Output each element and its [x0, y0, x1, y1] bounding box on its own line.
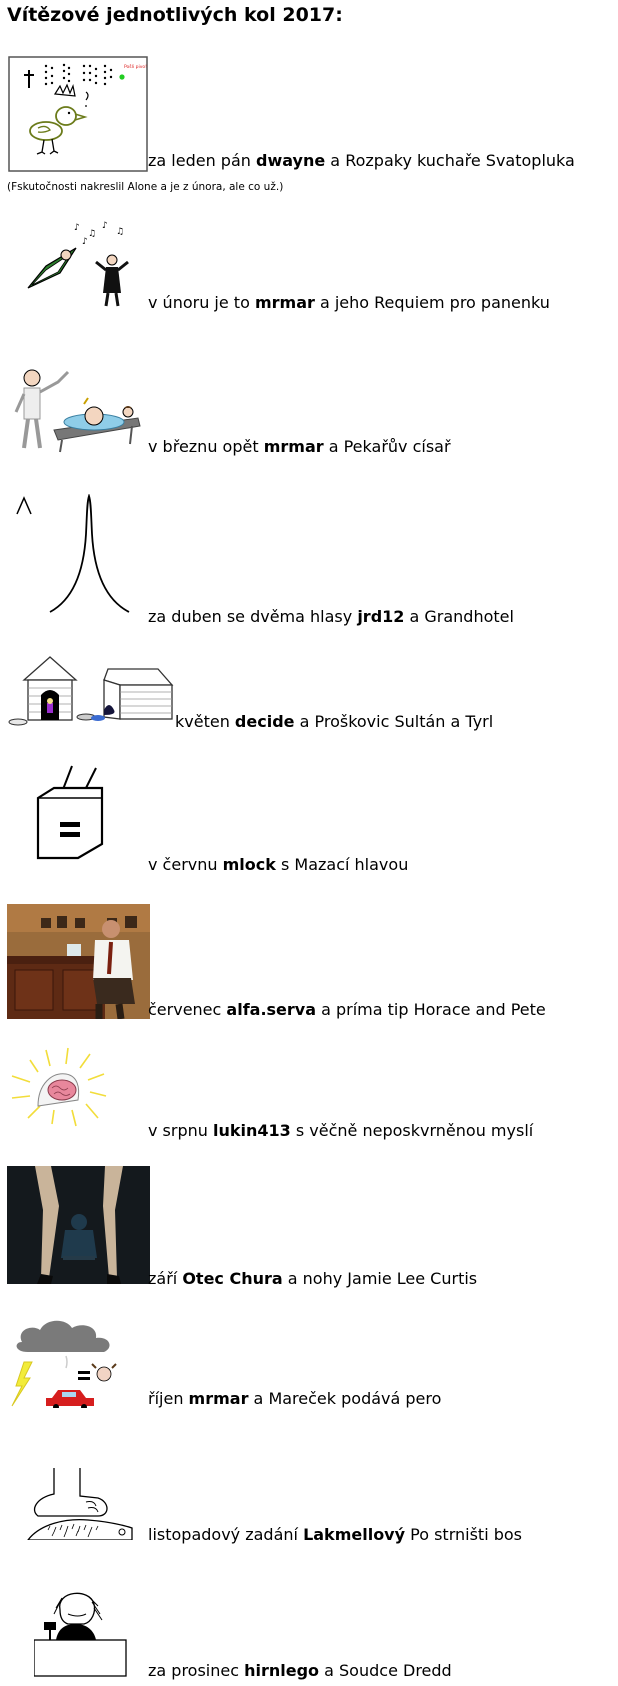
caption: říjen mrmar a Mareček podává pero: [148, 1389, 442, 1408]
caption: za prosinec hirnlego a Soudce Dredd: [148, 1661, 452, 1680]
svg-text:♫: ♫: [116, 227, 125, 237]
image-label: Pošli pivo!: [124, 65, 147, 70]
svg-text:♪: ♪: [102, 221, 108, 231]
svg-text:♪: ♪: [74, 223, 80, 233]
caption: září Otec Chura a nohy Jamie Lee Curtis: [148, 1269, 478, 1288]
caption: za duben se dvěma hlasy jrd12 a Grandhotel: [148, 607, 514, 626]
winner-name: lukin413: [213, 1121, 291, 1140]
winner-name: decide: [234, 712, 295, 731]
footnote: (Fskutočnosti nakreslil Alone a je z února, ale co už.): [7, 181, 284, 193]
winner-name: hirnlego: [244, 1661, 320, 1680]
strniste-drawing: [26, 1466, 134, 1540]
caption: v červnu mlock s Mazací hlavou: [148, 855, 409, 874]
winner-name: mrmar: [263, 437, 324, 456]
winner-name: Lakmellový: [303, 1525, 406, 1544]
jamie-lee-curtis-photo: [7, 1166, 150, 1284]
grandhotel-drawing: [14, 494, 132, 614]
caption: v březnu opět mrmar a Pekařův císař: [148, 437, 451, 456]
winner-name: alfa.serva: [226, 1000, 317, 1019]
winner-name: mrmar: [254, 293, 315, 312]
kuchar-drawing: [8, 56, 148, 172]
caption: listopadový zadání Lakmellový Po strništi bos: [148, 1525, 522, 1544]
svg-text:♪: ♪: [82, 237, 88, 247]
winner-name: mlock: [222, 855, 276, 874]
caption: červenec alfa.serva a príma tip Horace and Pete: [148, 1000, 546, 1019]
winner-name: Otec Chura: [182, 1269, 283, 1288]
pekar-drawing: [10, 364, 142, 454]
requiem-drawing: [26, 218, 138, 308]
winner-name: jrd12: [357, 607, 405, 626]
neposkvrnena-mysl-drawing: [8, 1046, 112, 1128]
page-title: Vítězové jednotlivých kol 2017:: [7, 4, 343, 26]
horace-and-pete-photo: [7, 904, 150, 1019]
winner-name: mrmar: [188, 1389, 249, 1408]
winner-name: dwayne: [256, 151, 326, 170]
svg-text:♫: ♫: [88, 229, 97, 239]
marecek-drawing: [10, 1316, 118, 1408]
caption: v únoru je to mrmar a jeho Requiem pro panenku: [148, 293, 550, 312]
mazaci-hlava-drawing: [34, 764, 110, 860]
caption: za leden pán dwayne a Rozpaky kuchaře Svatopluka: [148, 151, 575, 170]
caption: květen decide a Proškovic Sultán a Tyrl: [175, 712, 494, 731]
sultan-tyrl-drawing: [8, 655, 174, 727]
caption: v srpnu lukin413 s věčně neposkvrněnou myslí: [148, 1121, 534, 1140]
soudce-dredd-drawing: [34, 1588, 134, 1678]
